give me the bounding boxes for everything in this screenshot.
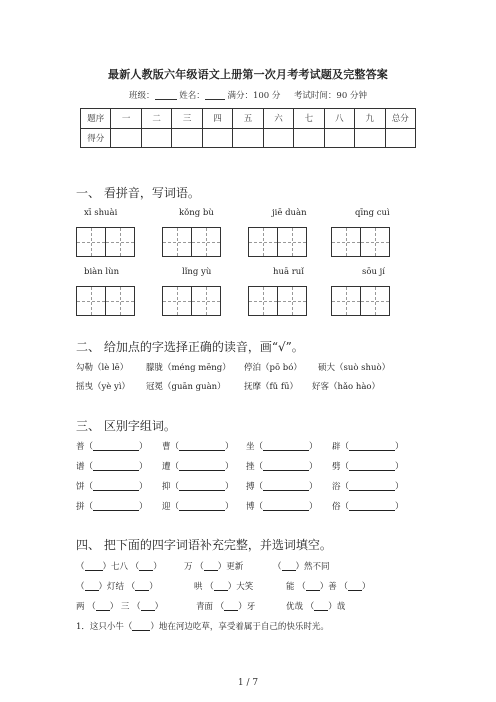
word-group-row: 挫（ ） — [246, 462, 318, 472]
score-cell: 题序 — [81, 109, 111, 129]
reading-option[interactable]: 硕大（suò shuò） — [318, 363, 391, 373]
grid-cell[interactable] — [106, 287, 134, 315]
answer-blank[interactable] — [93, 501, 139, 511]
exam-title: 最新人教版六年级语文上册第一次月考考试题及完整答案 — [108, 68, 388, 81]
idiom-blank[interactable] — [135, 581, 149, 591]
section4-heading: 四、 把下面的四字词语补充完整，并选词填空。 — [76, 538, 332, 552]
char-prompt: 劈（ — [332, 462, 350, 472]
grid-cell[interactable] — [163, 228, 192, 256]
pinyin: sōu jí — [362, 267, 386, 277]
writing-grid[interactable] — [331, 286, 390, 316]
idiom-blank[interactable] — [85, 561, 103, 571]
score-cell: 三 — [172, 109, 202, 129]
word-group-row: 遭（ ） — [162, 462, 234, 472]
score-empty-cell[interactable] — [233, 128, 263, 148]
pinyin: jiē duàn — [272, 208, 307, 218]
word-group-row: 曹（ ） — [162, 442, 234, 452]
grid-cell[interactable] — [249, 228, 278, 256]
pinyin: lǐng yù — [182, 267, 212, 277]
grid-cell[interactable] — [361, 287, 389, 315]
score-cell: 一 — [111, 109, 141, 129]
section3-heading: 三、 区别字组词。 — [76, 419, 176, 433]
idiom-blank[interactable] — [139, 561, 153, 571]
score-empty-cell[interactable] — [355, 128, 385, 148]
answer-blank[interactable] — [263, 501, 309, 511]
word-group-row: 谱（ ） — [76, 462, 148, 472]
score-row-label: 得分 — [81, 128, 111, 148]
answer-blank[interactable] — [349, 461, 395, 471]
answer-blank[interactable] — [263, 461, 309, 471]
idiom-blank[interactable] — [282, 561, 296, 571]
answer-blank[interactable] — [263, 441, 309, 451]
score-empty-cell[interactable] — [141, 128, 171, 148]
score-cell: 四 — [202, 109, 232, 129]
reading-option[interactable]: 好客（hǎo hào） — [312, 382, 381, 392]
fill-sentence: 1．这只小牛（ ）地在河边吃草，享受着属于自己的快乐时光。 — [76, 622, 329, 632]
score-table — [80, 108, 416, 148]
reading-option[interactable]: 勾勒（lè lē） — [76, 363, 129, 373]
answer-blank[interactable] — [349, 481, 395, 491]
writing-grid[interactable] — [162, 286, 221, 316]
idiom-blank[interactable] — [314, 601, 328, 611]
word-group-row: 迎（ ） — [162, 502, 234, 512]
score-empty-cell[interactable] — [294, 128, 324, 148]
word-group-row: 搏（ ） — [246, 482, 318, 492]
grid-cell[interactable] — [192, 287, 220, 315]
score-table-score-row — [81, 128, 416, 148]
char-prompt: 抑（ — [162, 482, 180, 492]
word-group-row: 拼（ ） — [76, 502, 148, 512]
char-prompt: 辟（ — [332, 442, 350, 452]
answer-blank[interactable] — [349, 441, 395, 451]
score-empty-cell[interactable] — [263, 128, 293, 148]
idiom-line: 两 （ ） 三 （ ） — [76, 602, 164, 612]
writing-grid[interactable] — [162, 227, 221, 257]
score-cell: 五 — [233, 109, 263, 129]
pinyin: xī shuài — [84, 208, 118, 218]
char-prompt: 坐（ — [246, 442, 264, 452]
answer-blank[interactable] — [93, 461, 139, 471]
score-cell: 八 — [324, 109, 354, 129]
class-blank — [155, 90, 177, 100]
char-prompt: 曹（ — [162, 442, 180, 452]
section2-heading: 二、 给加点的字选择正确的读音，画“√”。 — [76, 340, 304, 354]
writing-grid[interactable] — [248, 227, 307, 257]
idiom-blank[interactable] — [214, 581, 228, 591]
writing-grid[interactable] — [76, 227, 135, 257]
idiom-line: 能 （ ）善 （ ） — [286, 582, 371, 592]
idiom-blank[interactable] — [85, 581, 99, 591]
grid-cell[interactable] — [278, 287, 306, 315]
word-group-row: 浴（ ） — [332, 482, 404, 492]
char-prompt: 博（ — [246, 502, 264, 512]
reading-option[interactable]: 停泊（pō bó） — [244, 363, 302, 373]
section1-heading: 一、 看拼音，写词语。 — [76, 186, 200, 200]
pinyin: huā ruǐ — [273, 267, 304, 277]
grid-cell[interactable] — [249, 287, 278, 315]
char-prompt: 拼（ — [76, 502, 94, 512]
pinyin: biàn lùn — [84, 267, 120, 277]
answer-blank[interactable] — [179, 501, 225, 511]
answer-blank[interactable] — [179, 441, 225, 451]
exam-time: 考试时间：90 分钟 — [293, 91, 367, 101]
word-group-row: 饼（ ） — [76, 482, 148, 492]
char-prompt: 饼（ — [76, 482, 94, 492]
idiom-blank[interactable] — [204, 561, 218, 571]
name-label: 姓名： — [179, 91, 205, 101]
reading-option[interactable]: 朦胧（méng mēng） — [146, 363, 231, 373]
full-score: 满分：100 分 — [227, 91, 281, 101]
score-empty-cell[interactable] — [385, 128, 415, 148]
idiom-blank[interactable] — [306, 581, 320, 591]
grid-cell[interactable] — [77, 287, 106, 315]
exam-info — [0, 89, 496, 101]
answer-blank[interactable] — [179, 481, 225, 491]
idiom-line: 青面 （ ）牙 — [196, 602, 256, 612]
idiom-blank[interactable] — [141, 601, 155, 611]
pinyin: qīng cuì — [355, 208, 390, 218]
word-group-row: 俗（ ） — [332, 502, 404, 512]
idiom-line: 哄 （ ）大笑 — [194, 582, 254, 592]
name-blank — [205, 90, 225, 100]
char-prompt: 搏（ — [246, 482, 264, 492]
idiom-line: （ ）七八 （ ） — [76, 562, 162, 572]
page-number: 1 / 7 — [237, 678, 259, 688]
idiom-blank[interactable] — [224, 601, 238, 611]
char-prompt: 谱（ — [76, 462, 94, 472]
reading-option[interactable]: 摇曳（yè yì） — [76, 382, 131, 392]
writing-grid[interactable] — [76, 286, 135, 316]
word-group-row: 普（ ） — [76, 442, 148, 452]
score-empty-cell[interactable] — [324, 128, 354, 148]
answer-blank[interactable] — [93, 481, 139, 491]
grid-cell[interactable] — [278, 228, 306, 256]
idiom-line: （ ）灯结 （ ） — [76, 582, 158, 592]
grid-cell[interactable] — [106, 228, 134, 256]
idiom-blank[interactable] — [348, 581, 362, 591]
idiom-blank[interactable] — [96, 601, 110, 611]
answer-blank[interactable] — [263, 481, 309, 491]
score-cell: 总分 — [385, 109, 415, 129]
word-group-row: 博（ ） — [246, 502, 318, 512]
score-empty-cell[interactable] — [202, 128, 232, 148]
score-cell: 六 — [263, 109, 293, 129]
score-cell: 九 — [355, 109, 385, 129]
class-label: 班级： — [129, 91, 155, 101]
reading-option[interactable]: 抚摩（fǔ fū） — [244, 382, 298, 392]
word-group-row: 劈（ ） — [332, 462, 404, 472]
word-group-row: 辟（ ） — [332, 442, 404, 452]
grid-cell[interactable] — [77, 228, 106, 256]
grid-cell[interactable] — [192, 228, 220, 256]
writing-grid[interactable] — [331, 227, 390, 257]
sentence-blank[interactable] — [132, 621, 150, 631]
pinyin: kǒng bù — [179, 208, 214, 218]
score-empty-cell[interactable] — [172, 128, 202, 148]
grid-cell[interactable] — [332, 287, 361, 315]
answer-blank[interactable] — [179, 461, 225, 471]
writing-grid[interactable] — [248, 286, 307, 316]
grid-cell[interactable] — [332, 228, 361, 256]
word-group-row: 坐（ ） — [246, 442, 318, 452]
grid-cell[interactable] — [163, 287, 192, 315]
char-prompt: 遭（ — [162, 462, 180, 472]
score-cell: 七 — [294, 109, 324, 129]
char-prompt: 普（ — [76, 442, 94, 452]
answer-blank[interactable] — [93, 441, 139, 451]
idiom-line: 优哉 （ ）哉 — [286, 602, 346, 612]
score-cell: 二 — [141, 109, 171, 129]
answer-blank[interactable] — [349, 501, 395, 511]
reading-option[interactable]: 冠冕（guān guàn） — [146, 382, 226, 392]
word-group-row: 抑（ ） — [162, 482, 234, 492]
score-table-header-row — [81, 109, 416, 129]
idiom-line: 万 （ ）更新 — [184, 562, 244, 572]
char-prompt: 浴（ — [332, 482, 350, 492]
idiom-line: （ ）然不同 — [273, 562, 330, 572]
char-prompt: 俗（ — [332, 502, 350, 512]
grid-cell[interactable] — [361, 228, 389, 256]
char-prompt: 迎（ — [162, 502, 180, 512]
score-empty-cell[interactable] — [111, 128, 141, 148]
char-prompt: 挫（ — [246, 462, 264, 472]
